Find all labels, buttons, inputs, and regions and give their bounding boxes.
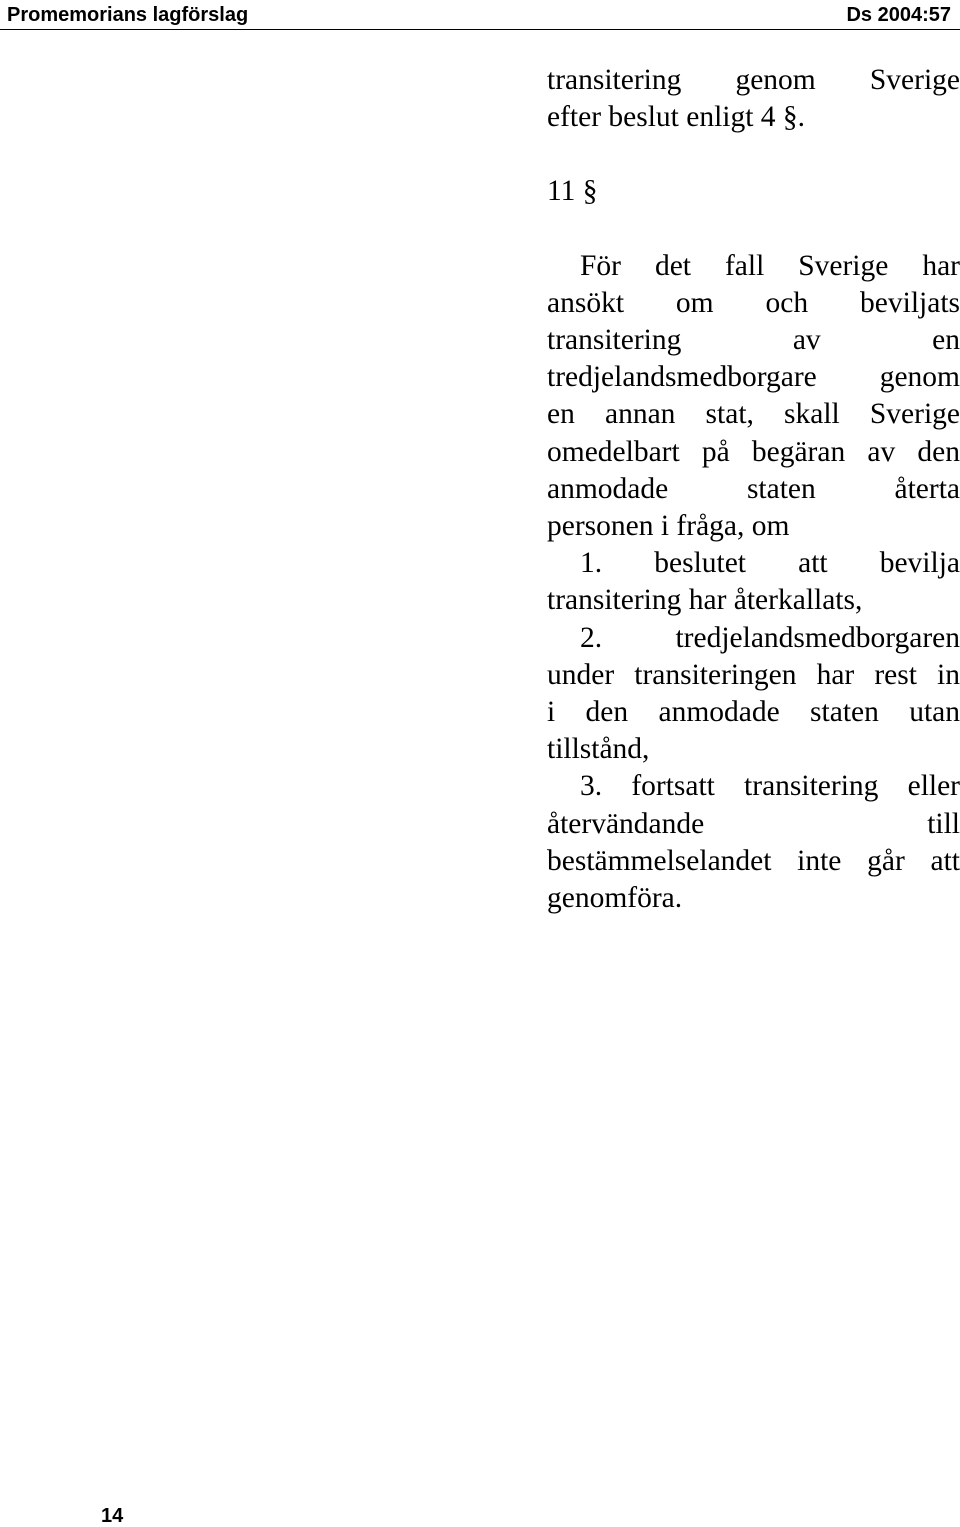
list-item-line: genomföra. bbox=[547, 882, 683, 915]
paragraph-line: omedelbart på begäran av den bbox=[547, 435, 960, 468]
paragraph-line: transitering av en bbox=[547, 324, 960, 357]
header-document-id: Ds 2004:57 bbox=[846, 4, 951, 26]
legal-text-column bbox=[547, 62, 960, 917]
text-line: efter beslut enligt 4 §. bbox=[547, 101, 806, 134]
header-rule bbox=[0, 29, 960, 30]
paragraph-line: en annan stat, skall Sverige bbox=[547, 398, 960, 431]
running-header bbox=[0, 0, 960, 32]
list-item-line: under transiteringen har rest in bbox=[547, 658, 960, 691]
page-number: 14 bbox=[101, 1505, 124, 1527]
paragraph-line: anmodade staten återta bbox=[547, 472, 960, 505]
paragraph-line: För det fall Sverige har bbox=[580, 249, 960, 282]
section-heading: 11 § bbox=[547, 175, 598, 208]
text-line: transitering genom Sverige bbox=[547, 64, 960, 96]
list-item-line: transitering har återkallats, bbox=[547, 584, 863, 617]
header-section-title: Promemorians lagförslag bbox=[7, 4, 249, 26]
list-item-line: tillstånd, bbox=[547, 733, 650, 766]
list-item-line: 1. beslutet att bevilja bbox=[580, 547, 960, 580]
list-item-line: i den anmodade staten utan bbox=[547, 696, 960, 729]
list-item-line: 3. fortsatt transitering eller bbox=[580, 770, 960, 803]
paragraph-line: personen i fråga, om bbox=[547, 510, 790, 543]
list-item-line: återvändande till bbox=[547, 807, 960, 840]
list-item-line: bestämmelselandet inte går att bbox=[547, 844, 960, 877]
paragraph-line: ansökt om och beviljats bbox=[547, 286, 960, 319]
list-item-line: 2. tredjelandsmedborgaren bbox=[580, 621, 960, 654]
paragraph-line: tredjelandsmedborgare genom bbox=[547, 361, 960, 394]
